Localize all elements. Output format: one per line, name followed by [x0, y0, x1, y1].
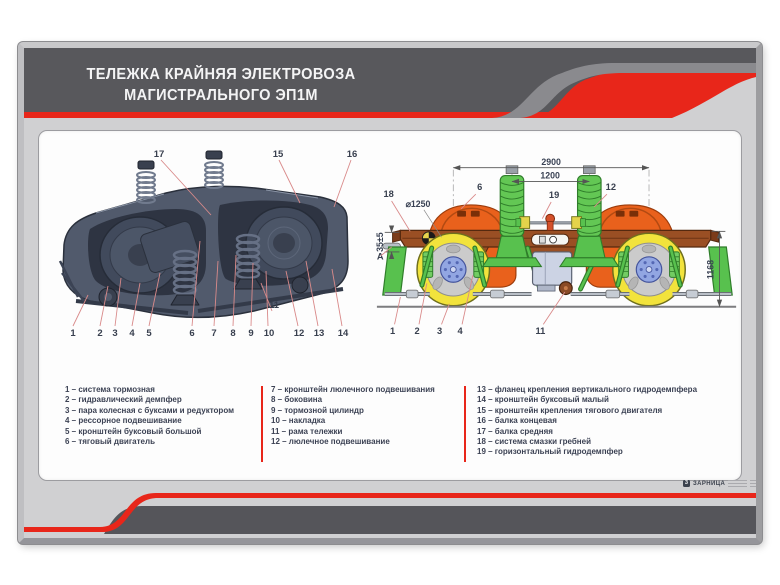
legend-item-10: 10 – накладка [271, 416, 326, 426]
schem-callout-4: 4 [457, 326, 463, 337]
photo-callout-17: 17 [153, 149, 165, 160]
title-line-2: МАГИСТРАЛЬНОГО ЭП1М [124, 87, 318, 104]
legend-item-7: 7 – кронштейн люлечного подвешивания [271, 385, 435, 394]
legend-item-1: 1 – система тормозная [65, 385, 155, 394]
dim-wheel-diameter: ⌀1250 [405, 198, 431, 209]
legend-divider-2 [464, 386, 466, 462]
legend-item-5: 5 – кронштейн буксовый большой [65, 426, 202, 436]
schem-callout-1: 1 [389, 326, 396, 337]
footer-band [24, 481, 756, 538]
legend-item-3: 3 – пара колесная с буксами и редуктором [65, 405, 235, 415]
legend-item-14: 14 – кронштейн буксовый малый [477, 395, 609, 405]
legend-item-9: 9 – тормозной цилиндр [271, 405, 364, 415]
bogie-body [60, 151, 348, 317]
brand-logo-text: ЗАРНИЦА [693, 480, 726, 487]
legend-divider-1 [261, 386, 263, 462]
photo-callout-10: 10 [263, 328, 275, 339]
dim-gap: 35±5 [374, 232, 385, 252]
legend-item-4: 4 – рессорное подвешивание [65, 416, 182, 426]
poster-title [64, 64, 378, 106]
legend-item-11: 11 – рама тележки [271, 426, 343, 436]
photo-callout-9: 9 [248, 328, 254, 339]
poster-inner [24, 48, 756, 538]
photo-callout-1: 1 [70, 328, 76, 339]
photo-callout-5: 5 [146, 328, 152, 339]
photo-callout-14: 14 [337, 328, 349, 339]
photo-callout-4: 4 [129, 328, 135, 339]
legend-item-15: 15 – кронштейн крепления тягового двигателя [477, 405, 663, 415]
footer-gray-swoosh [104, 506, 756, 534]
photo-callout-6: 6 [189, 328, 195, 339]
schem-callout-12: 12 [605, 182, 617, 193]
schem-callout-6: 6 [477, 182, 483, 193]
bogie-schematic [373, 148, 742, 348]
title-line-1: ТЕЛЕЖКА КРАЙНЯЯ ЭЛЕКТРОВОЗА [86, 66, 356, 83]
schem-callout-2: 2 [414, 326, 420, 337]
dim-height: 1168 [705, 259, 716, 280]
pivot-plate [532, 234, 569, 245]
legend-item-12: 12 – люлечное подвешивание [271, 437, 390, 447]
brand-logo-icon: З [684, 480, 689, 486]
photo-callout-13: 13 [313, 328, 325, 339]
schem-callout-19: 19 [548, 190, 560, 201]
schem-callout-11: 11 [535, 326, 546, 337]
legend-column-1 [65, 385, 257, 447]
legend-item-16: 16 – балка концевая [477, 416, 557, 426]
schematic-horizontal-damper [516, 214, 585, 230]
legend-column-3 [477, 385, 735, 458]
photo-callout-3: 3 [112, 328, 118, 339]
legend-item-8: 8 – боковина [271, 395, 323, 405]
photo-callout-11: 11 [268, 300, 280, 311]
photo-callout-7: 7 [211, 328, 217, 339]
legend-item-18: 18 – система смазки гребней [477, 437, 591, 447]
legend-item-13: 13 – фланец крепления вертикального гидродемпфера [477, 385, 698, 394]
photo-callout-8: 8 [230, 328, 236, 339]
dim-spring-span: 1200 [540, 170, 560, 181]
photo-callout-2: 2 [97, 328, 103, 339]
photo-callout-16: 16 [346, 149, 358, 160]
legend-item-6: 6 – тяговый двигатель [65, 437, 155, 447]
poster-board [18, 42, 762, 544]
photo-callout-12: 12 [293, 328, 305, 339]
legend-item-2: 2 – гидравлический демпфер [65, 395, 182, 405]
schem-callout-3: 3 [436, 326, 443, 337]
schem-callout-18: 18 [383, 189, 394, 200]
bogie-3d-illustration [48, 143, 372, 350]
photo-callout-15: 15 [272, 149, 284, 160]
legend-item-17: 17 – балка средняя [477, 426, 553, 436]
dim-wheelbase: 2900 [541, 156, 561, 167]
datum-label-a: A [376, 251, 384, 262]
legend-item-19: 19 – горизонтальный гидродемпфер [477, 447, 623, 457]
legend-column-2 [271, 385, 459, 447]
